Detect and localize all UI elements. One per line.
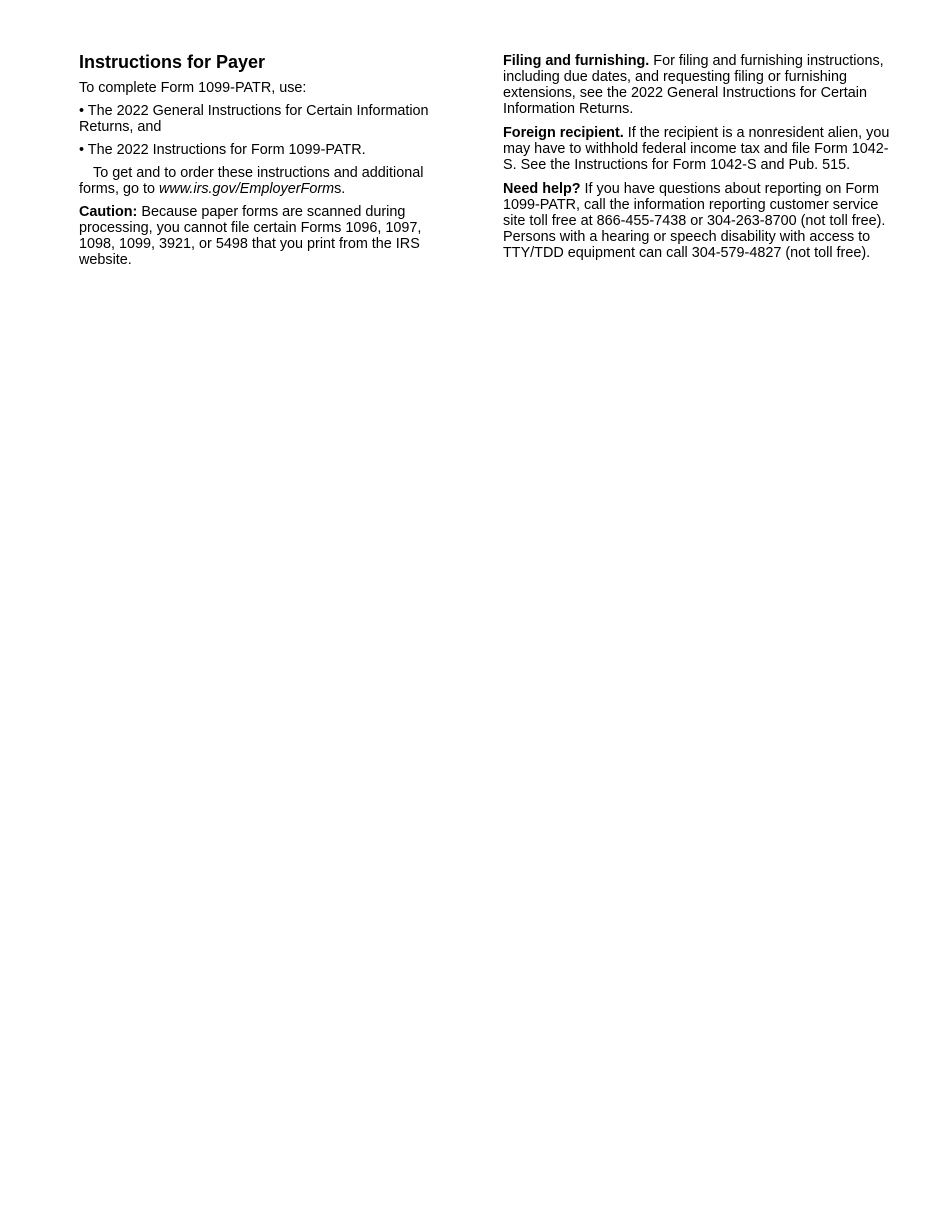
foreign-recipient-text: If the recipient is a nonresident alien, you may have to withhold federal income tax and file Form 1042-S. See the Instructions for Form 1042-S and Pub. 515. bbox=[503, 125, 890, 173]
filing-text: For filing and furnishing instructions, including due dates, and requesting filing or furnishing extensions, see the 2022 General Instructions for Certain Information Returns. bbox=[503, 53, 884, 117]
bullet-text: The 2022 Instructions for Form 1099-PATR. bbox=[87, 142, 366, 158]
caution-text: Because paper forms are scanned during processing, you cannot file certain Forms 1096, 1097, 1098, 1099, 3921, or 5498 that you print from the IRS website. bbox=[79, 204, 422, 268]
caution-label: Caution: bbox=[79, 204, 138, 220]
order-text: To get and to order these instructions and additional forms, go to bbox=[79, 165, 424, 197]
bullet-marker: • bbox=[79, 103, 85, 119]
bullet-item-form-instructions bbox=[79, 142, 451, 158]
need-help-label: Need help? bbox=[503, 181, 581, 197]
left-column bbox=[79, 50, 451, 275]
foreign-recipient-paragraph bbox=[503, 125, 901, 173]
need-help-text: If you have questions about reporting on Form 1099-PATR, call the information reporting customer service site toll free at 866-455-7438 or 304-263-8700 (not toll free). Persons with a hearing or speech disability with access to TTY/TDD equipment can call 304-579-4827 (not toll free). bbox=[503, 181, 886, 261]
intro-text: To complete Form 1099-PATR, use: bbox=[79, 80, 307, 96]
bullet-text: The 2022 General Instructions for Certain Information Returns, and bbox=[79, 103, 429, 135]
need-help-paragraph bbox=[503, 181, 901, 261]
right-column bbox=[503, 50, 901, 269]
caution-paragraph bbox=[79, 204, 451, 268]
bullet-marker: • bbox=[79, 142, 85, 158]
foreign-recipient-label: Foreign recipient. bbox=[503, 125, 624, 141]
irs-url: www.irs.gov/EmployerForm bbox=[158, 181, 335, 197]
filing-paragraph bbox=[503, 53, 901, 117]
section-heading: Instructions for Payer bbox=[79, 52, 266, 72]
order-paragraph bbox=[79, 165, 451, 197]
bullet-item-general-instructions bbox=[79, 103, 451, 135]
order-text-suffix: s. bbox=[334, 181, 346, 197]
filing-label: Filing and furnishing. bbox=[503, 53, 650, 69]
